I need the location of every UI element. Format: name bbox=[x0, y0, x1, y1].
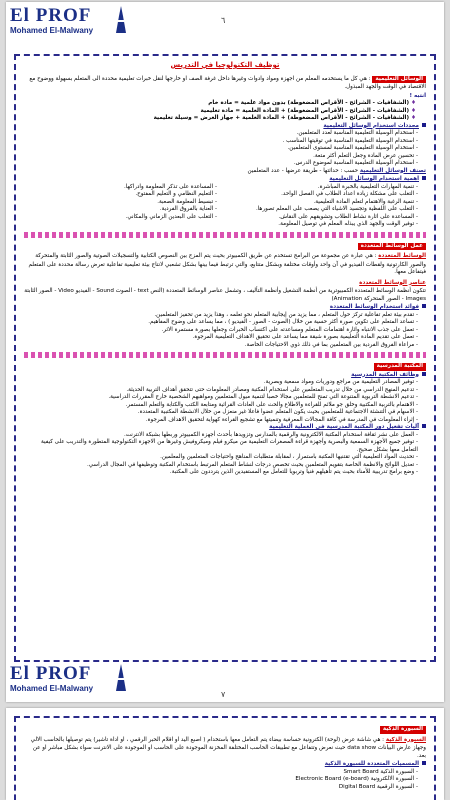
equation-item: ♦ (الشفافيات - الشرائح - الأقراص المضغوطة) + المادة العلمية + جهاز العرض = وسيلة تعليمية bbox=[24, 115, 426, 123]
document-page-2 bbox=[6, 708, 444, 800]
list-item: - تنمية المهارات التعليمية بالخبرة المباشرة. bbox=[225, 184, 418, 192]
list-item: - توفير المصادر التعليمية من مراجع ودوريات ومواد سمعية وبصرية. bbox=[24, 379, 418, 387]
smartboard-names-heading bbox=[24, 761, 426, 769]
aids-heading: الوسائل التعليمية bbox=[372, 76, 426, 84]
list-item: - التغلب على البعدين الزماني والمكاني. bbox=[24, 214, 217, 222]
benefits-list bbox=[24, 312, 426, 350]
list-item: - تعمل على تقديم المادة التعليمية بصورة شيقة مما يساعد على تحقيق الاهداف التعليمية المرجوة. bbox=[24, 334, 418, 342]
note-label: انتبه ! bbox=[409, 92, 426, 99]
importance-right-col bbox=[225, 184, 426, 229]
logo-main-text: El PROF bbox=[10, 663, 92, 684]
smartboard-names-list bbox=[24, 769, 426, 792]
page-number-top: ٦ bbox=[221, 16, 226, 25]
list-item: - السبورة الذكية Smart Board bbox=[24, 769, 418, 777]
logo-sub-text: Mohamed El-Malwany bbox=[10, 26, 94, 35]
square-bullet-icon bbox=[422, 304, 426, 308]
document-page-1 bbox=[6, 2, 444, 702]
section-title: توظيف التكنولوجيا في التدريس bbox=[170, 61, 280, 69]
standards-heading bbox=[24, 123, 426, 131]
library-activate-heading-text: آليات تفعيل دور المكتبة المدرسية في العملية التعليمية bbox=[269, 424, 419, 430]
list-item: - مراعاة الفروق الفردية بين المتعلمين بما في ذلك ذوي الاحتياجات الخاصة. bbox=[24, 342, 418, 350]
list-item: - استخدام الوسيلة التعليمية المناسبة لمستوى المتعلمين. bbox=[24, 145, 418, 153]
list-item: - تدعيم الانشطة التربوية المتنوعة التي تمنح للمتعلمين مجالا خصبا لتنمية ميول المتعلمين ومواهبهم الشخصية خارج المقررات الدراسية. bbox=[24, 394, 418, 402]
aids-def-text: : هي كل ما يستخدمه المعلم من اجهزة ومواد وادوات وغيرها داخل غرفة الصف او خارجها لنقل خبرات تعليمية محددة الى المتعلم بسهولة ووضوح مع الاقتصاد في الوقت والجهد المبذول. bbox=[29, 75, 426, 90]
list-item: - العناية بالفروق الفردية. bbox=[24, 206, 217, 214]
divider-stars bbox=[24, 352, 426, 358]
multimedia-def-text: : هي عبارة عن مجموعة من البرامج تستخدم عن طريق الكمبيوتر بحيث يتم المزج بين النصوص الكتابية والتسجيلات الصوتية والصور الثابتة والمتحركة والصور الكارتونية ولقطات الفيديو في آن واحد وأوقات مختلفة وبشكل متتابع، والتي ترتبط فيما بينها بشكل تشعبي لانتاج بيئة تعليمية تفاعلية تعرض رسالة محددة على المتعلم فيتفاعل معها. bbox=[28, 253, 426, 275]
list-item: - تعديل اللوائح والانظمة الخاصة بتقويم المتعلمين بحيث تخصص درجات لنشاط المتعلم المرتبط باستخدام المكتبة وتوظيفها في المجال الدراسي. bbox=[24, 462, 418, 470]
list-item: - تنمية الرغبة والاهتمام لتعلم المادة التعليمية. bbox=[225, 199, 418, 207]
square-bullet-icon bbox=[422, 176, 426, 180]
note-label-text: انتبه bbox=[414, 92, 426, 99]
importance-left-col bbox=[24, 184, 225, 229]
list-item: - توفير جميع الأجهزة السمعية والبصرية وأجهزة قراءة المصغرات التعليمية من ميكرو فيلم وميكروفيش وغيرها من الاجهزة التكنولوجية المتطورة والتدريب على كيفية التعامل معها بشكل صحيح. bbox=[24, 439, 418, 454]
list-item: - المساعدة على تذكر المعلومة وادراكها. bbox=[24, 184, 217, 192]
aids-definition bbox=[24, 74, 426, 92]
list-item: - تحسين عرض المادة وجعل التعلم أكثر متعة. bbox=[24, 153, 418, 161]
logo-main-text: El PROF bbox=[10, 5, 92, 26]
list-item: - التغلب على مشكلة زيادة اعداد الطلاب في الفصل الواحد. bbox=[225, 191, 418, 199]
square-bullet-icon bbox=[422, 761, 426, 765]
page-content bbox=[24, 62, 426, 477]
list-item: - وضع برامج تدريبية للأمناء بحيث يتم تأهيلهم فنيا وتربويا للتعامل مع المستفيدين الذين يترددون على المكتبة. bbox=[24, 469, 418, 477]
list-item: - تساعد المتعلم على تكوين صورة أكثر حسية من خلال (الصوت - الصور - الفيديو ) ، مما يساعد على وضوح المفاهيم. bbox=[24, 319, 418, 327]
importance-heading bbox=[24, 176, 426, 184]
list-item: - تبسيط المعلومة الصعبة. bbox=[24, 199, 217, 207]
library-functions-list bbox=[24, 379, 426, 424]
list-item: - إثراء المعلومات في المدرسة في كافة المجالات المعرفية وتنميتها مع تشجيع القراءة كهواية لتحقيق الاهداف المرجوة. bbox=[24, 417, 418, 425]
list-item: - تعمل على جذب الانتباه واثارة اهتمامات المتعلم ومساعدته على اكتساب الخبرات وجعلها بصورة مستمرة الاثر. bbox=[24, 327, 418, 335]
multimedia-heading: عمل الوسائط المتعددة bbox=[358, 243, 426, 251]
page-content bbox=[24, 724, 426, 791]
library-heading: المكتبة المدرسية bbox=[374, 363, 426, 371]
library-functions-heading-text: وظائف المكتبة المدرسية bbox=[351, 371, 419, 378]
list-item: - العمل على نشر ثقافة استخدام المكتبة الالكترونية والرقمية بالمدارس وتزويدها بأحدث أجهزة الكمبيوتر وربطها بشبكة الانترنت. bbox=[24, 432, 418, 440]
tower-icon bbox=[114, 6, 128, 34]
multimedia-definition bbox=[24, 251, 426, 277]
library-activate-list bbox=[24, 432, 426, 477]
classify-line bbox=[24, 168, 426, 176]
standards-heading-text: محددات استخدام الوسائل التعليمية bbox=[323, 122, 419, 129]
library-activate-heading bbox=[24, 424, 426, 432]
logo-bottom bbox=[10, 664, 130, 698]
library-functions-heading bbox=[24, 372, 426, 380]
square-bullet-icon bbox=[422, 424, 426, 428]
list-item: - التغلب على اللفظية وتجسيد الاشياء التي يصعب على المعلم تصورها. bbox=[225, 206, 418, 214]
smartboard-heading: السبورة الذكية bbox=[380, 726, 426, 734]
tower-icon bbox=[114, 664, 128, 692]
list-item: - التعليم النظامي و التعليم المفتوح. bbox=[24, 191, 217, 199]
list-item: - السبورة الالكترونية Electronic Board (e-board) bbox=[24, 776, 418, 784]
content-frame bbox=[14, 54, 436, 662]
list-item: - تحديث المواد التعليمية التي تقتنيها المكتبة باستمرار ، لمقابلة متطلبات المناهج واحتياجات المتعلمين والمعلمين. bbox=[24, 454, 418, 462]
list-item: - المساعدة على اثارة نشاط الطلاب وتشويقهم على النقاش. bbox=[225, 214, 418, 222]
list-item: - توفير الوقت والجهد الذي يبذله المعلم في توصيل المعلومة. bbox=[225, 221, 418, 229]
elements-text: تتكون أنظمة الوسائط المتعددة الكمبيوترية من أنظمة التشغيل وأنظمة التأليف ، وتشمل عناصر الوسائط المتعددة (النص text - الصوت Sound - الفيديو Video - الصور الثابتة Images - الصور المتحركة Animation) bbox=[24, 288, 426, 302]
elements-heading: عناصر الوسائط المتعددة bbox=[359, 279, 426, 286]
equation-item: ♦ (الشفافيات - الشرائح - الأقراص المضغوطة) + المادة العلمية = مادة تعليمية bbox=[24, 108, 426, 116]
square-bullet-icon bbox=[422, 372, 426, 376]
smartboard-names-heading-text: المسميات المتعددة للسبورة الذكية bbox=[324, 761, 419, 767]
square-bullet-icon bbox=[422, 123, 426, 127]
list-item: - تدعيم المنهج الدراسي من خلال تدريب المتعلمين على استخدام المكتبة ومصادر المعلومات حتى تتحقق أهداف التربية الحديثة. bbox=[24, 387, 418, 395]
content-frame bbox=[14, 716, 436, 800]
classify-text: حسب : حداثتها - طريقة عرضها - عدد المتعلمين bbox=[247, 167, 359, 174]
benefits-heading-text: فوائد استخدام الوسائط المتعددة bbox=[329, 304, 419, 310]
smartboard-definition bbox=[24, 735, 426, 761]
page-number-bottom: ٧ bbox=[221, 690, 226, 699]
benefits-heading bbox=[24, 304, 426, 312]
divider-stars bbox=[24, 232, 426, 238]
list-item: - استخدام الوسيلة التعليمية المناسبة لعدد المتعلمين. bbox=[24, 130, 418, 138]
list-item: - الاهتمام بالتربية المكتبية وخلق جو ملائم للقراءة والاطلاع والحث على العادات القرائية ومتابعة الكتب والكتابة والتعلم المستمر. bbox=[24, 402, 418, 410]
smartboard-def-text: : هي شاشة عرض (لوحة) الكترونية حساسة بيضاء يتم التعامل معها باستخدام ( اصبع اليد او اقلام الحبر الرقمي ، او اداة تاشير) يتم توصيلها بالحاسب الالي وجهاز عارض البيانات data show حيث نعرض وتتفاعل مع تطبيقات الحاسب المختلفة المخزنة الموجودة على الحاسب او الموجودة على الانترنت سواء بشكل مباشر او عن بعد. bbox=[30, 736, 426, 759]
equation-item: ♦ (الشفافيات - الشرائح - الأقراص المضغوطة) بدون مواد علمية = مادة خام bbox=[24, 100, 426, 108]
equations-list bbox=[24, 100, 426, 123]
classify-heading: تصنف الوسائل التعليمية bbox=[359, 167, 426, 174]
list-item: - استخدام الوسيلة التعليمية المناسبة في توقيتها المناسب . bbox=[24, 138, 418, 146]
logo-top bbox=[10, 6, 130, 40]
smartboard-def-label: السبورة الذكية bbox=[385, 736, 426, 743]
list-item: - الاسهام في التنشئة الاجتماعية للمتعلمين بحيث يكون المتعلم عضوا فاعلا غير منعزل من خلال الانشطة المكتبية المتعددة. bbox=[24, 409, 418, 417]
list-item: - تقدم بيئة تعلم تفاعلية تركز حول المتعلم ، مما يزيد من إيجابية المتعلم نحو تعلمه ، وهذا يزيد من تحفيز المتعلمين. bbox=[24, 312, 418, 320]
standards-list bbox=[24, 130, 426, 168]
importance-heading-text: اهمية استخدام الوسائل التعليمية bbox=[329, 176, 419, 182]
list-item: - السبورة الرقمية Digital Board bbox=[24, 784, 418, 792]
logo-sub-text: Mohamed El-Malwany bbox=[10, 684, 94, 693]
importance-columns bbox=[24, 184, 426, 229]
multimedia-def-label: الوسائط المتعددة bbox=[378, 253, 426, 259]
list-item: - استخدام الوسيلة التعليمية المناسبة لموضوع الدرس. bbox=[24, 160, 418, 168]
